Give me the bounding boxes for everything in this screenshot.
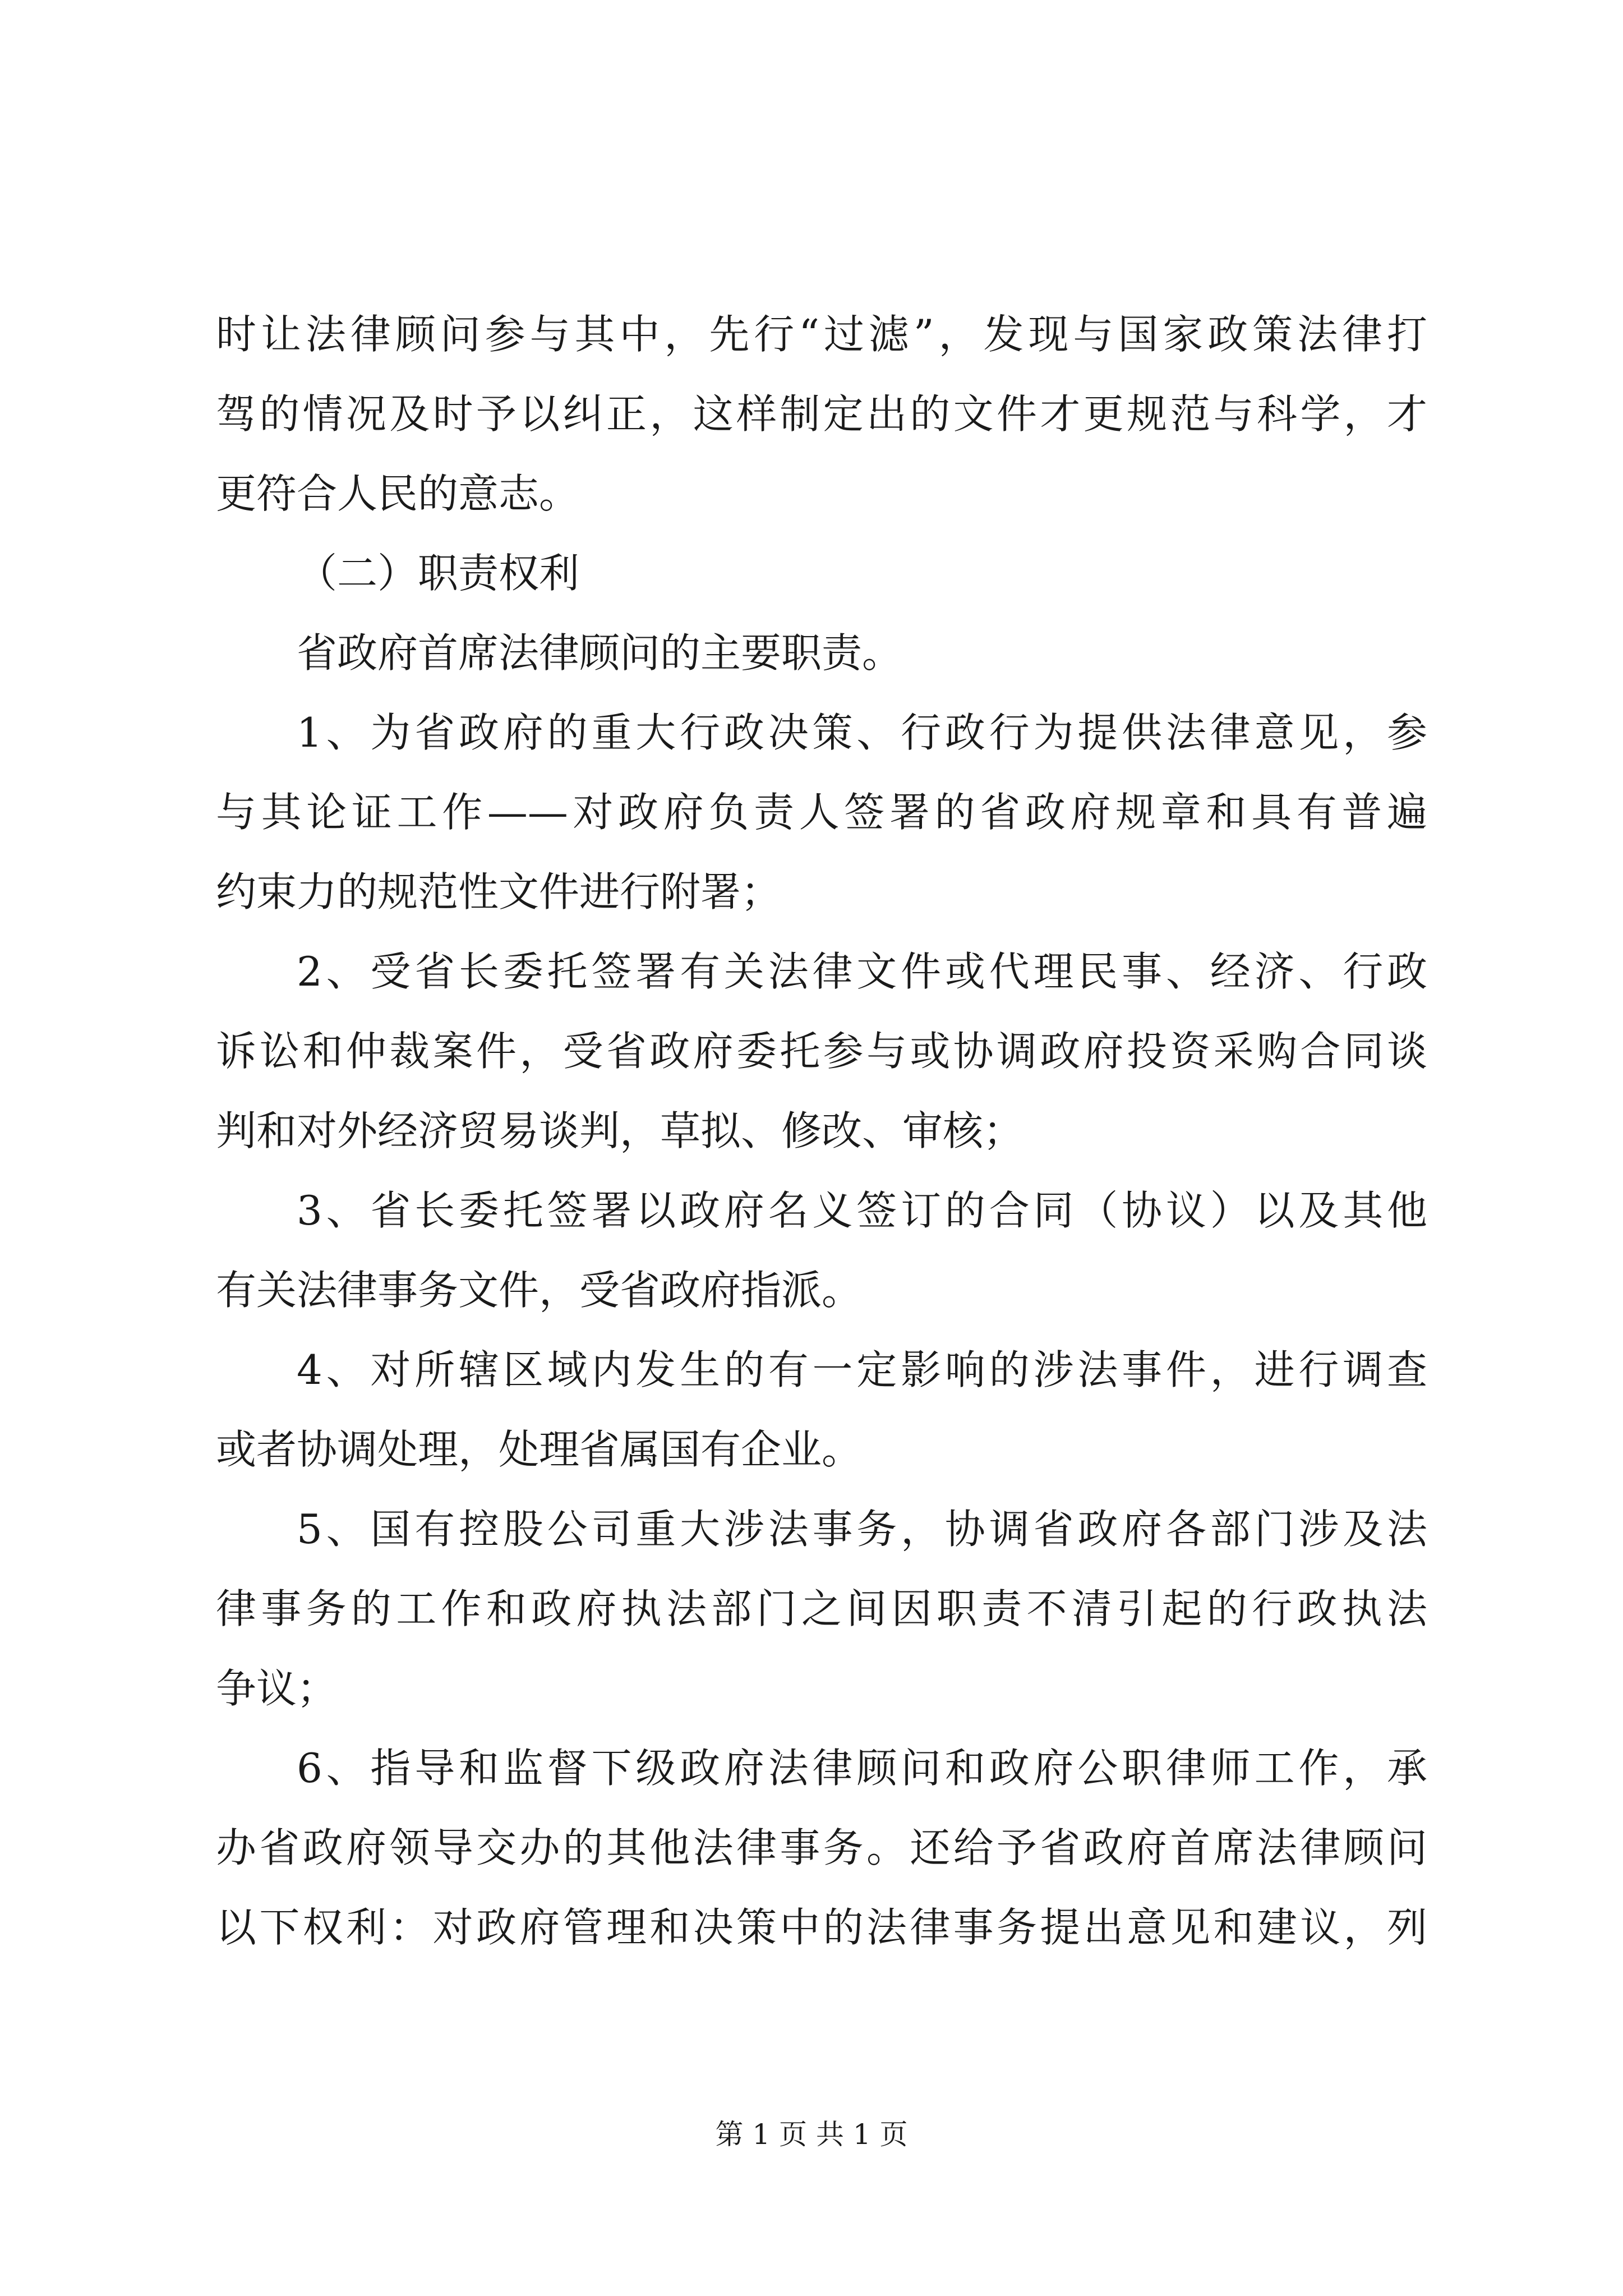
text-line-17: 律事务的工作和政府执法部门之间因职责不清引起的行政执法 bbox=[216, 1585, 1427, 1632]
text-line-19: 6、指导和监督下级政府法律顾问和政府公职律师工作，承 bbox=[297, 1745, 1427, 1792]
text-line-11: 判和对外经济贸易谈判，草拟、修改、审核； bbox=[216, 1107, 1024, 1154]
text-line-14: 4、对所辖区域内发生的有一定影响的涉法事件，进行调查 bbox=[297, 1346, 1427, 1393]
text-line-12: 3、省长委托签署以政府名义签订的合同（协议）以及其他 bbox=[297, 1187, 1427, 1234]
text-line-15: 或者协调处理，处理省属国有企业。 bbox=[216, 1426, 863, 1473]
text-line-3: 更符合人民的意志。 bbox=[216, 470, 580, 517]
text-line-16: 5、国有控股公司重大涉法事务，协调省政府各部门涉及法 bbox=[297, 1506, 1427, 1553]
text-line-1: 时让法律顾问参与其中，先行“过滤”，发现与国家政策法律打 bbox=[216, 311, 1427, 358]
text-line-13: 有关法律事务文件，受省政府指派。 bbox=[216, 1267, 863, 1314]
text-line-2: 驾的情况及时予以纠正，这样制定出的文件才更规范与科学，才 bbox=[216, 390, 1427, 438]
text-line-21: 以下权利：对政府管理和决策中的法律事务提出意见和建议，列 bbox=[216, 1904, 1427, 1951]
text-line-7: 与其论证工作——对政府负责人签署的省政府规章和具有普遍 bbox=[216, 789, 1427, 836]
text-line-6: 1、为省政府的重大行政决策、行政行为提供法律意见，参 bbox=[297, 709, 1427, 756]
page-footer: 第 1 页 共 1 页 bbox=[715, 2118, 908, 2151]
document-body bbox=[216, 295, 1427, 1967]
text-line-10: 诉讼和仲裁案件，受省政府委托参与或协调政府投资采购合同谈 bbox=[216, 1028, 1427, 1075]
section-heading: （二）职责权利 bbox=[297, 550, 580, 597]
text-line-20: 办省政府领导交办的其他法律事务。还给予省政府首席法律顾问 bbox=[216, 1824, 1427, 1871]
text-line-18: 争议； bbox=[216, 1665, 338, 1712]
text-line-5: 省政府首席法律顾问的主要职责。 bbox=[297, 629, 903, 677]
text-line-9: 2、受省长委托签署有关法律文件或代理民事、经济、行政 bbox=[297, 948, 1427, 995]
text-line-8: 约束力的规范性文件进行附署； bbox=[216, 868, 782, 915]
